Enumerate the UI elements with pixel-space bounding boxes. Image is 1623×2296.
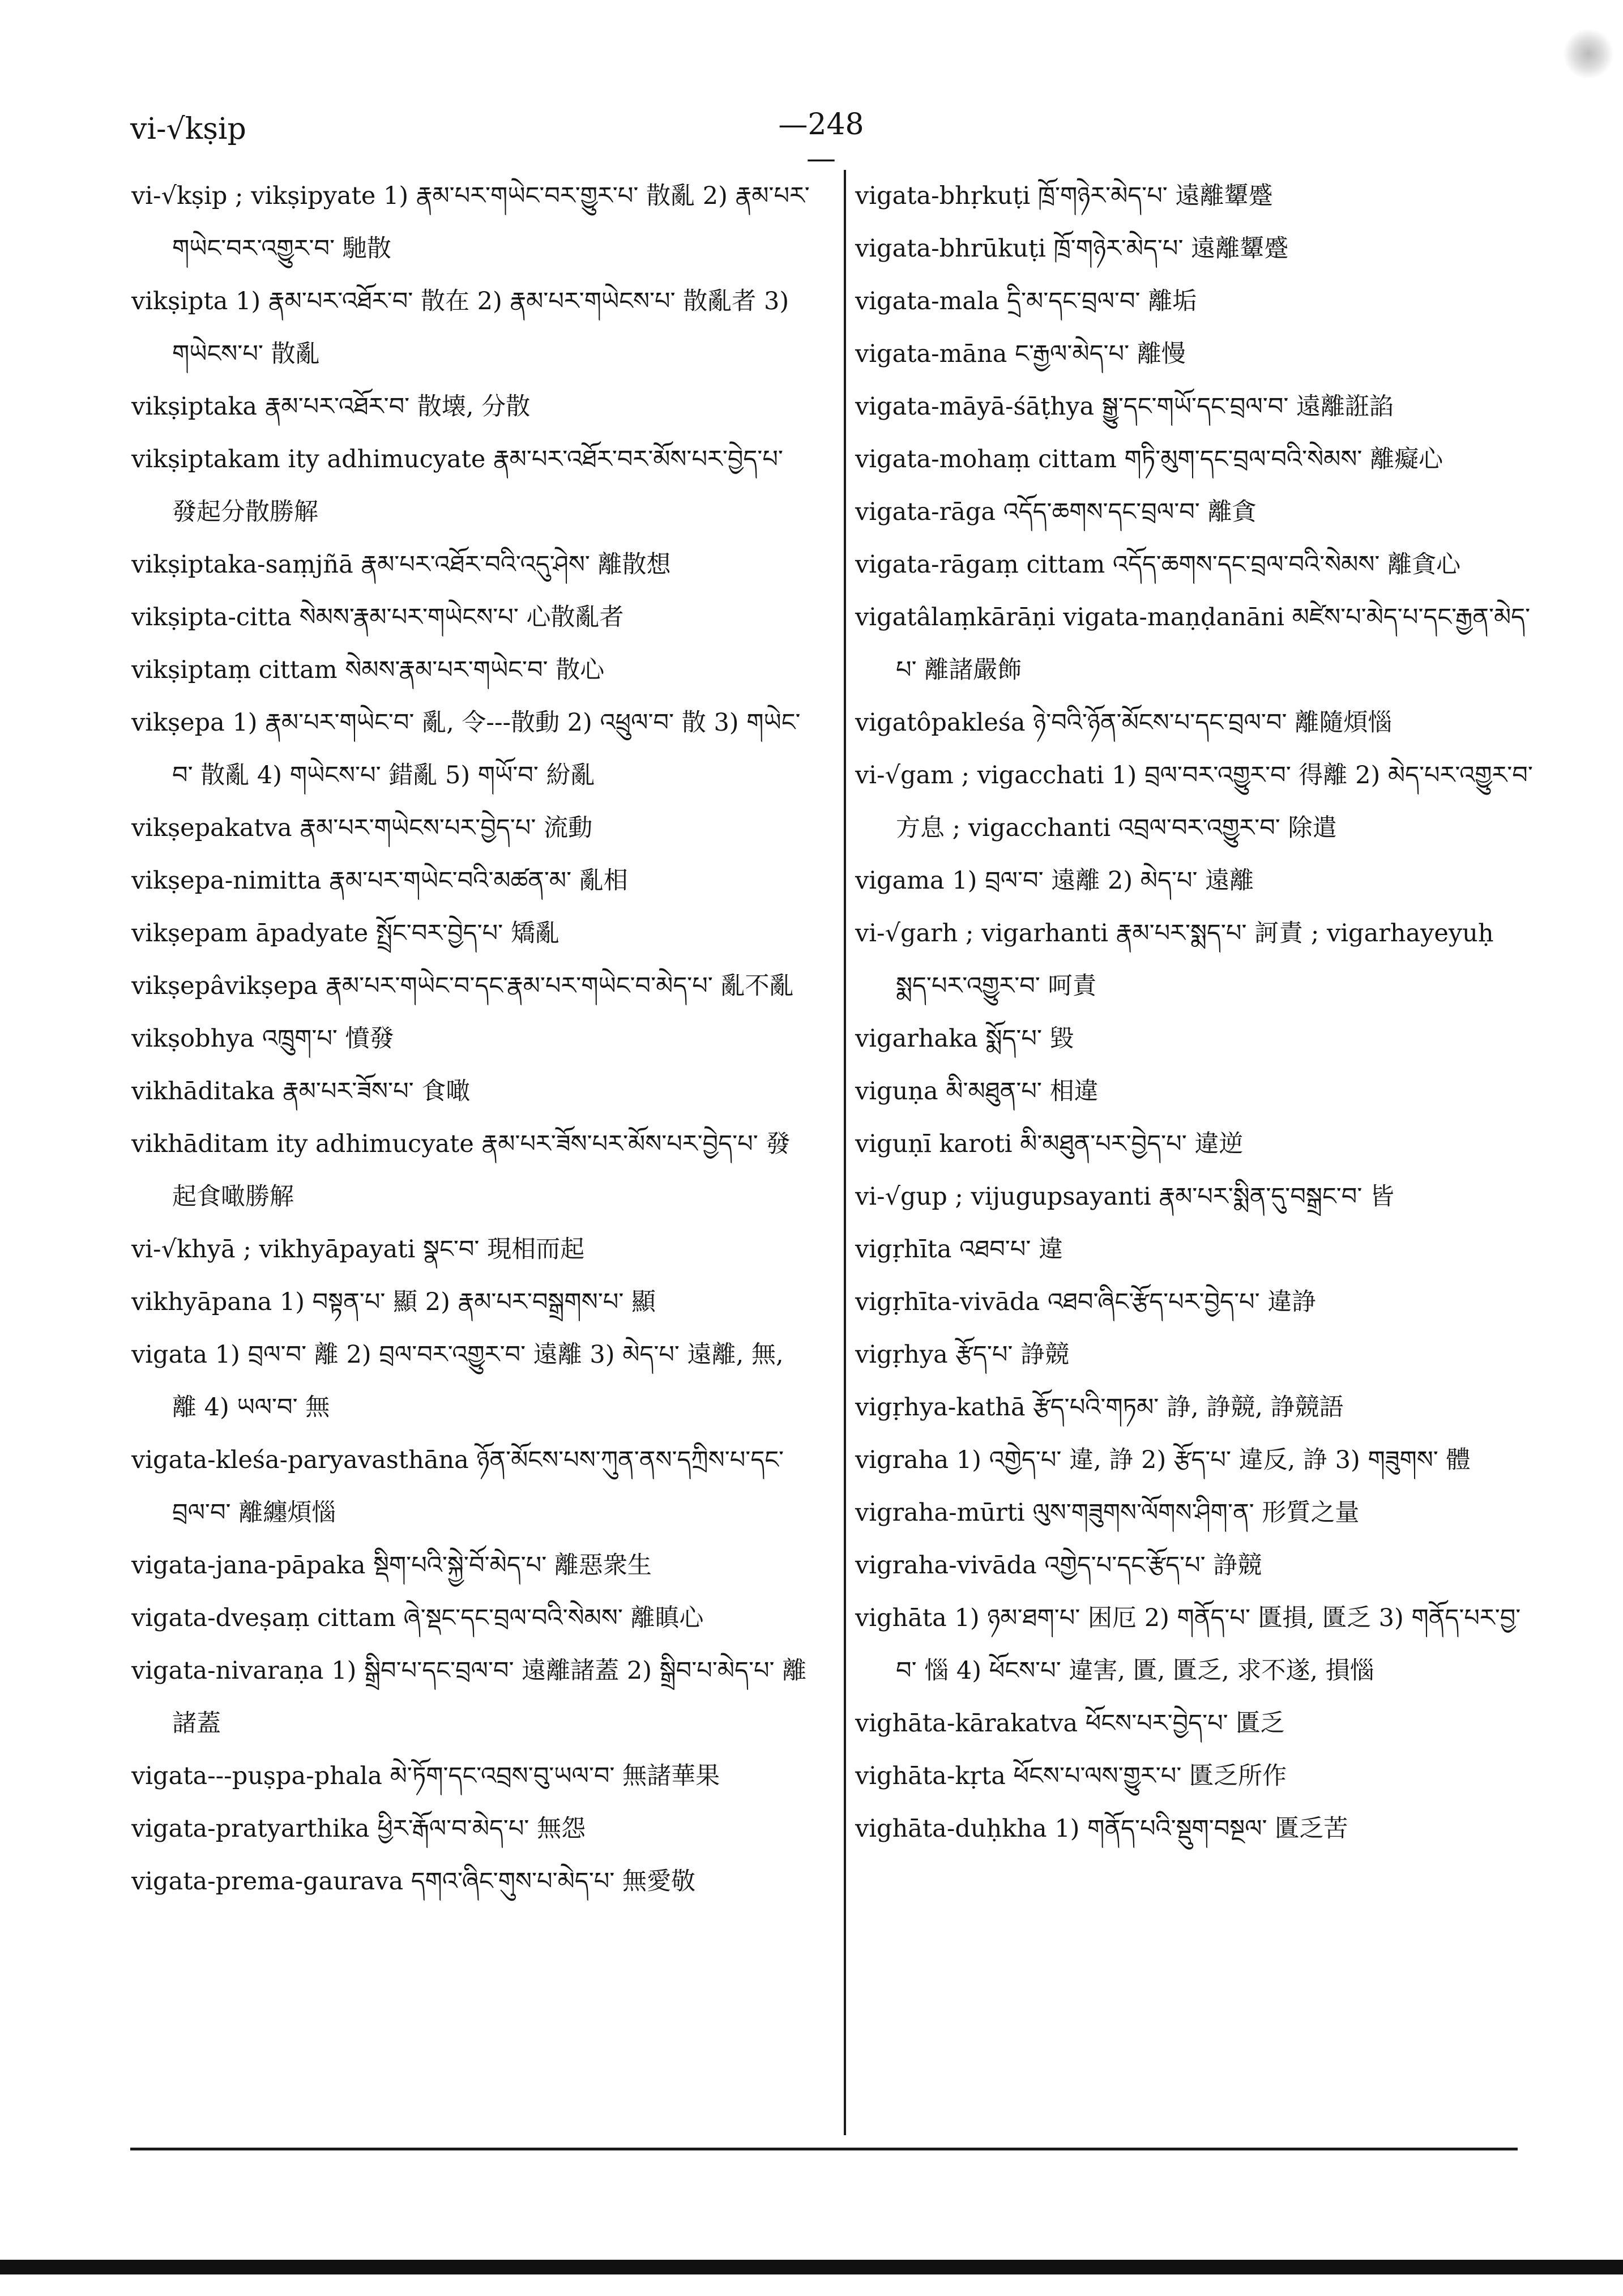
dictionary-entry: vigata-jana-pāpaka སྡིག་པའི་སྐྱེ་བོ་མེད་པ་ 離惡衆生 (131, 1551, 652, 1580)
dictionary-entry: viguṇa མི་མཐུན་པ་ 相違 (855, 1077, 1099, 1106)
dictionary-entry: vikṣiptakam ity adhimucyate རྣམ་པར་འཐོར་བར་མོས་པར་བྱེད་པ་ 發起分散勝解 (131, 445, 783, 526)
dictionary-entry: vigatâlaṃkārāṇi vigata-maṇḍanāni མཛེས་པ་མེད་པ་དང་རྒྱན་མེད་པ་ 離諸嚴飾 (855, 603, 1531, 684)
dictionary-entry: vikṣobhya འཁྲུག་པ་ 憤發 (131, 1025, 394, 1053)
dictionary-entry: vi-√gam ; vigacchati 1) བྲལ་བར་འགྱུར་བ་ 得離 2) མེད་པར་འགྱུར་བ་ 方息 ; vigacchanti འབྲལ་བར་འགྱུར་བ་ 除遣 (855, 761, 1533, 842)
dictionary-entry: vikṣepâvikṣepa རྣམ་པར་གཡེང་བ་དང་རྣམ་པར་གཡེང་བ་མེད་པ་ 亂不亂 (131, 972, 794, 1000)
scan-bottom-edge (0, 2260, 1623, 2274)
dictionary-entry: vigata 1) བྲལ་བ་ 離 2) བྲལ་བར་འགྱུར་བ་ 遠離 3) མེད་པ་ 遠離, 無, 離 4) ཡལ་བ་ 無 (131, 1341, 784, 1422)
dictionary-entry: vikṣepa 1) རྣམ་པར་གཡེང་བ་ 亂, 令---散動 2) འཕྲུལ་བ་ 散 3) གཡེང་བ་ 散亂 4) གཡེངས་པ་ 錯亂 5) གཡོ་བ་ 紛亂 (131, 709, 801, 789)
running-head: vi-√kṣip (130, 112, 246, 146)
dictionary-entry: vigraha 1) འགྱེད་པ་ 違, 諍 2) རྩོད་པ་ 違反, 諍 3) གཟུགས་ 體 (855, 1446, 1471, 1474)
dictionary-entry: vigraha-vivāda འགྱེད་པ་དང་རྩོད་པ་ 諍競 (855, 1551, 1262, 1580)
dictionary-entry: vi-√khyā ; vikhyāpayati སྣང་བ་ 現相而起 (131, 1235, 585, 1264)
dictionary-entry: vikṣiptaka རྣམ་པར་འཐོར་བ་ 散壊, 分散 (131, 392, 531, 421)
dictionary-entry: vigṛhya-kathā རྩོད་པའི་གཏམ་ 諍, 諍競, 諍競語 (855, 1393, 1344, 1422)
dictionary-entry: vigata-kleśa-paryavasthāna ཉོན་མོངས་པས་ཀུན་ནས་དཀྲིས་པ་དང་བྲལ་བ་ 離纏煩惱 (131, 1446, 784, 1527)
scan-corner-mark (1563, 28, 1614, 79)
dictionary-entry: vighāta-duḥkha 1) གནོད་པའི་སྡུག་བསྔལ་ 匱乏苦 (855, 1815, 1348, 1843)
dictionary-entry: vigata-rāga འདོད་ཆགས་དང་བྲལ་བ་ 離貪 (855, 498, 1257, 526)
dictionary-entry: vi-√kṣip ; vikṣipyate 1) རྣམ་པར་གཡེང་བར་གྱུར་པ་ 散亂 2) རྣམ་པར་གཡེང་བར་འགྱུར་བ་ 馳散 (131, 182, 810, 263)
dictionary-entry: vigata---puṣpa-phala མེ་ཏོག་དང་འབྲས་བུ་ཡལ་བ་ 無諸華果 (131, 1762, 720, 1790)
dictionary-entry: vigata-māna ང་རྒྱལ་མེད་པ་ 離慢 (855, 340, 1186, 368)
dictionary-entry: vigata-pratyarthika ཕྱིར་རྒོལ་བ་མེད་པ་ 無怨 (131, 1815, 586, 1843)
dictionary-entry: vikhāditam ity adhimucyate རྣམ་པར་ཟོས་པར་མོས་པར་བྱེད་པ་ 發起食噉勝解 (131, 1130, 791, 1211)
dictionary-entry: vigata-dveṣaṃ cittam ཞེ་སྡང་དང་བྲལ་བའི་སེམས་ 離瞋心 (131, 1604, 704, 1632)
dictionary-entry: viguṇī karoti མི་མཐུན་པར་བྱེད་པ་ 違逆 (855, 1130, 1244, 1158)
column-divider (844, 170, 846, 2135)
dictionary-entry: vikhāditaka རྣམ་པར་ཟོས་པ་ 食噉 (131, 1077, 471, 1106)
bottom-rule (130, 2148, 1518, 2150)
dictionary-entry: vigata-māyā-śāṭhya སྒྱུ་དང་གཡོ་དང་བྲལ་བ་ 遠離誑諂 (855, 392, 1394, 421)
dictionary-entry: vikṣiptaka-saṃjñā རྣམ་པར་འཐོར་བའི་འདུ་ཤེས་ 離散想 (131, 550, 671, 579)
dictionary-entry: vikṣipta 1) རྣམ་པར་འཐོར་བ་ 散在 2) རྣམ་པར་གཡེངས་པ་ 散亂者 3) གཡེངས་པ་ 散亂 (131, 287, 789, 368)
dictionary-entry: vigata-nivaraṇa 1) སྒྲིབ་པ་དང་བྲལ་བ་ 遠離諸蓋 2) སྒྲིབ་པ་མེད་པ་ 離諸蓋 (131, 1657, 807, 1738)
dictionary-entry: vi-√garh ; vigarhanti རྣམ་པར་སྨད་པ་ 訶責 ; vigarhayeyuḥ སྨད་པར་འགྱུར་བ་ 呵責 (855, 919, 1494, 1000)
dictionary-entry: vikṣiptaṃ cittam སེམས་རྣམ་པར་གཡེང་བ་ 散心 (131, 656, 605, 684)
dictionary-entry: vigraha-mūrti ལུས་གཟུགས་ལོགས་ཤིག་ན་ 形質之量 (855, 1499, 1360, 1527)
dictionary-entry: vikhyāpana 1) བསྟན་པ་ 顯 2) རྣམ་པར་བསྒྲགས་པ་ 顯 (131, 1288, 656, 1316)
dictionary-entry: vikṣepam āpadyate སྤྲོང་བར་བྱེད་པ་ 矯亂 (131, 919, 559, 948)
dictionary-entry: vighāta-kārakatva ཕོངས་པར་བྱེད་པ་ 匱乏 (855, 1709, 1285, 1738)
right-column (855, 170, 1535, 1855)
dictionary-entry: vigama 1) བྲལ་བ་ 遠離 2) མེད་པ་ 遠離 (855, 867, 1254, 895)
dictionary-entry: vigṛhya རྩོད་པ་ 諍競 (855, 1341, 1070, 1369)
dictionary-entry: vigata-bhṛkuṭi ཁྲོ་གཉེར་མེད་པ་ 遠離顰蹙 (855, 182, 1273, 210)
dictionary-entry: vigarhaka སྨོད་པ་ 毀 (855, 1025, 1074, 1053)
dictionary-entry: vigata-bhrūkuṭi ཁྲོ་གཉེར་མེད་པ་ 遠離顰蹙 (855, 234, 1289, 263)
dictionary-entry: vikṣepakatva རྣམ་པར་གཡེངས་པར་བྱེད་པ་ 流動 (131, 814, 593, 842)
dictionary-entry: vighāta-kṛta ཕོངས་པ་ལས་གྱུར་པ་ 匱乏所作 (855, 1762, 1287, 1790)
dictionary-entry: vigata-mala དྲི་མ་དང་བྲལ་བ་ 離垢 (855, 287, 1197, 315)
left-column (131, 170, 811, 1908)
dictionary-entry: vigata-mohaṃ cittam གཏི་མུག་དང་བྲལ་བའི་སེམས་ 離癡心 (855, 445, 1443, 473)
dictionary-entry: vikṣipta-citta སེམས་རྣམ་པར་གཡེངས་པ་ 心散亂者 (131, 603, 624, 631)
dictionary-entry: vighāta 1) ཉམ་ཐག་པ་ 困厄 2) གནོད་པ་ 匱損, 匱乏 3) གནོད་པར་བྱ་བ་ 惱 4) ཕོངས་པ་ 違害, 匱, 匱乏, 求不遂, 損惱 (855, 1604, 1521, 1685)
dictionary-entry: vigṛhīta འཐབ་པ་ 違 (855, 1235, 1064, 1264)
dictionary-entry: vi-√gup ; vijugupsayanti རྣམ་པར་སྨིན་དུ་བསྒྲང་བ་ 皆 (855, 1183, 1395, 1211)
dictionary-entry: vigatôpakleśa ཉེ་བའི་ཉོན་མོངས་པ་དང་བྲལ་བ་ 離隨煩惱 (855, 709, 1393, 737)
dictionary-entry: vigata-rāgaṃ cittam འདོད་ཆགས་དང་བྲལ་བའི་སེམས་ 離貪心 (855, 550, 1461, 579)
page-number: —248— (778, 108, 864, 176)
dictionary-entry: vigṛhīta-vivāda འཐབ་ཞིང་རྩོད་པར་བྱེད་པ་ 違諍 (855, 1288, 1317, 1316)
dictionary-entry: vikṣepa-nimitta རྣམ་པར་གཡེང་བའི་མཚན་མ་ 亂相 (131, 867, 628, 895)
dictionary-entry: vigata-prema-gaurava དགའ་ཞིང་གུས་པ་མེད་པ་ 無愛敬 (131, 1867, 695, 1896)
